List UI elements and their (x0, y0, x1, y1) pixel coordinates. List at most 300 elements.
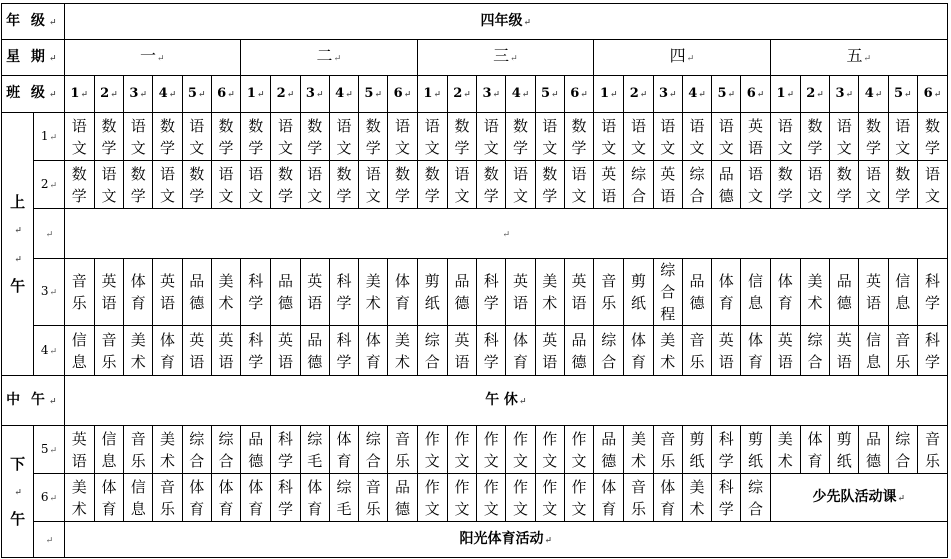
subject-text: 体 育 (307, 477, 323, 518)
subject-cell (859, 426, 888, 474)
subject-text: 信 息 (895, 272, 911, 312)
class-label: 班 级↵ (2, 76, 65, 113)
subject-cell (211, 474, 240, 522)
subject-text: 语 文 (307, 164, 323, 205)
subject-text: 品 德 (601, 429, 617, 470)
subject-text: 英 语 (189, 330, 205, 371)
subject-cell (271, 161, 300, 209)
subject-cell (741, 474, 770, 522)
period-row-6 (2, 474, 948, 522)
subject-cell (477, 113, 506, 161)
subject-text: 数 学 (189, 164, 205, 205)
subject-text: 综 合 程 (660, 261, 676, 323)
subject-cell (94, 474, 123, 522)
subject-cell (917, 426, 947, 474)
subject-text: 语 文 (924, 164, 940, 205)
subject-cell (594, 326, 624, 376)
subject-cell (64, 474, 94, 522)
subject-cell (329, 161, 358, 209)
subject-cell (388, 259, 417, 326)
noon-label: 中 午↵ (2, 376, 65, 426)
subject-cell (388, 426, 417, 474)
subject-cell (124, 161, 153, 209)
class-number: 5↵ (535, 76, 564, 113)
subject-cell (770, 259, 800, 326)
subject-cell (653, 259, 682, 326)
subject-cell (800, 259, 829, 326)
subject-cell (741, 161, 770, 209)
subject-text: 语 文 (189, 116, 205, 157)
subject-cell (682, 259, 711, 326)
subject-text: 品 德 (189, 272, 205, 312)
subject-text: 信 息 (747, 272, 763, 312)
subject-cell (417, 326, 447, 376)
subject-cell (770, 113, 800, 161)
subject-text: 音 乐 (895, 330, 911, 371)
subject-text: 美 术 (218, 272, 234, 312)
subject-text: 语 文 (277, 116, 293, 157)
day-header: 二↵ (241, 40, 418, 76)
subject-cell (624, 113, 653, 161)
subject-cell (859, 161, 888, 209)
subject-cell (447, 426, 476, 474)
subject-cell (888, 113, 917, 161)
subject-cell (535, 161, 564, 209)
subject-cell (506, 113, 535, 161)
period-row-1 (2, 113, 948, 161)
subject-cell (830, 259, 859, 326)
subject-cell (64, 113, 94, 161)
subject-text: 体 育 (218, 477, 234, 518)
subject-text: 科 学 (718, 477, 734, 518)
subject-text: 科 学 (336, 330, 352, 371)
subject-text: 信 息 (130, 477, 146, 518)
week-row (2, 40, 948, 76)
subject-text: 品 德 (277, 272, 293, 312)
subject-cell (682, 426, 711, 474)
subject-cell (211, 113, 240, 161)
subject-text: 语 文 (248, 164, 264, 205)
subject-text: 科 学 (248, 330, 264, 371)
subject-cell (770, 426, 800, 474)
subject-cell (535, 259, 564, 326)
subject-text: 美 术 (689, 477, 705, 518)
class-number: 2↵ (447, 76, 476, 113)
subject-text: 科 学 (277, 477, 293, 518)
subject-cell (712, 474, 741, 522)
subject-cell (94, 326, 123, 376)
subject-text: 语 文 (777, 116, 793, 157)
subject-text: 作 文 (512, 477, 528, 518)
subject-text: 作 文 (542, 477, 558, 518)
subject-text: 综 合 (689, 164, 705, 205)
subject-cell (477, 326, 506, 376)
subject-text: 英 语 (307, 272, 323, 312)
class-number: 6↵ (741, 76, 770, 113)
subject-text: 语 文 (689, 116, 705, 157)
subject-text: 英 语 (71, 429, 87, 470)
subject-cell (594, 113, 624, 161)
subject-cell (388, 326, 417, 376)
subject-text: 综 合 (189, 429, 205, 470)
subject-text: 体 育 (248, 477, 264, 518)
subject-cell (506, 259, 535, 326)
period-row-2 (2, 161, 948, 209)
subject-cell (594, 474, 624, 522)
subject-text: 语 文 (542, 116, 558, 157)
subject-text: 信 息 (866, 330, 882, 371)
subject-cell (241, 426, 271, 474)
subject-text: 音 乐 (601, 272, 617, 312)
subject-cell (535, 474, 564, 522)
subject-text: 美 术 (71, 477, 87, 518)
subject-text: 美 术 (777, 429, 793, 470)
subject-cell (917, 113, 947, 161)
subject-cell (300, 259, 329, 326)
subject-text: 英 语 (512, 272, 528, 312)
subject-cell (64, 326, 94, 376)
subject-text: 数 学 (807, 116, 823, 157)
subject-cell (182, 259, 211, 326)
subject-text: 英 语 (454, 330, 470, 371)
subject-cell (271, 326, 300, 376)
subject-text: 作 文 (483, 429, 499, 470)
subject-cell (329, 259, 358, 326)
subject-cell (182, 161, 211, 209)
subject-cell (477, 259, 506, 326)
subject-cell (888, 326, 917, 376)
subject-text: 数 学 (336, 164, 352, 205)
subject-cell (682, 161, 711, 209)
subject-text: 科 学 (336, 272, 352, 312)
subject-text: 体 育 (777, 272, 793, 312)
subject-cell (564, 474, 593, 522)
subject-cell (770, 326, 800, 376)
subject-cell (712, 161, 741, 209)
subject-cell (447, 113, 476, 161)
subject-cell (741, 259, 770, 326)
subject-text: 英 语 (601, 164, 617, 205)
subject-text: 语 文 (660, 116, 676, 157)
subject-cell (359, 161, 388, 209)
subject-text: 语 文 (601, 116, 617, 157)
subject-cell (624, 426, 653, 474)
subject-text: 体 育 (807, 429, 823, 470)
subject-cell (624, 474, 653, 522)
subject-text: 体 育 (159, 330, 175, 371)
subject-text: 综 合 (424, 330, 440, 371)
class-number: 2↵ (624, 76, 653, 113)
subject-text: 数 学 (777, 164, 793, 205)
subject-cell (124, 474, 153, 522)
subject-text: 数 学 (130, 164, 146, 205)
subject-cell (182, 326, 211, 376)
subject-cell (300, 161, 329, 209)
subject-cell (712, 113, 741, 161)
class-number: 3↵ (300, 76, 329, 113)
subject-text: 品 德 (307, 330, 323, 371)
subject-text: 语 文 (866, 164, 882, 205)
subject-text: 体 育 (189, 477, 205, 518)
subject-cell (830, 426, 859, 474)
subject-cell (624, 326, 653, 376)
subject-cell (535, 326, 564, 376)
subject-text: 音 乐 (660, 429, 676, 470)
subject-text: 音 乐 (130, 429, 146, 470)
subject-cell (300, 326, 329, 376)
subject-cell (359, 113, 388, 161)
class-number: 2↵ (271, 76, 300, 113)
subject-text: 英 语 (836, 330, 852, 371)
class-number: 6↵ (388, 76, 417, 113)
subject-text: 科 学 (277, 429, 293, 470)
subject-cell (388, 113, 417, 161)
subject-cell (271, 113, 300, 161)
class-number: 1↵ (594, 76, 624, 113)
subject-cell (241, 326, 271, 376)
subject-text: 剪 纸 (689, 429, 705, 470)
subject-text: 科 学 (483, 272, 499, 312)
subject-text: 语 文 (836, 116, 852, 157)
class-number: 4↵ (859, 76, 888, 113)
subject-cell (712, 426, 741, 474)
subject-text: 信 息 (101, 429, 117, 470)
subject-text: 音 乐 (71, 272, 87, 312)
subject-cell (300, 474, 329, 522)
subject-cell (800, 161, 829, 209)
subject-text: 数 学 (159, 116, 175, 157)
subject-cell (653, 161, 682, 209)
subject-text: 综 毛 (307, 429, 323, 470)
subject-cell (211, 326, 240, 376)
subject-cell (859, 259, 888, 326)
subject-cell (917, 326, 947, 376)
class-number: 3↵ (124, 76, 153, 113)
timetable (1, 3, 948, 558)
subject-cell (182, 113, 211, 161)
subject-cell (653, 426, 682, 474)
subject-text: 美 术 (542, 272, 558, 312)
class-number: 5↵ (888, 76, 917, 113)
subject-text: 品 德 (718, 164, 734, 205)
subject-text: 品 德 (689, 272, 705, 312)
subject-cell (506, 326, 535, 376)
subject-text: 体 育 (394, 272, 410, 312)
class-number: 4↵ (506, 76, 535, 113)
subject-text: 体 育 (747, 330, 763, 371)
subject-text: 综 合 (218, 429, 234, 470)
subject-cell (888, 161, 917, 209)
subject-text: 作 文 (512, 429, 528, 470)
class-number: 6↵ (917, 76, 947, 113)
class-number: 4↵ (329, 76, 358, 113)
subject-cell (800, 326, 829, 376)
subject-cell (153, 113, 182, 161)
subject-text: 体 育 (101, 477, 117, 518)
subject-text: 语 文 (895, 116, 911, 157)
sunshine-period-cell: ↵ (34, 522, 64, 558)
subject-cell (594, 161, 624, 209)
grade-label: 年 级↵ (2, 4, 65, 40)
subject-cell (447, 161, 476, 209)
class-row (2, 76, 948, 113)
subject-text: 美 术 (159, 429, 175, 470)
subject-text: 音 乐 (394, 429, 410, 470)
subject-text: 综 合 (895, 429, 911, 470)
subject-cell (211, 161, 240, 209)
subject-cell (653, 474, 682, 522)
subject-cell (477, 161, 506, 209)
subject-cell (830, 161, 859, 209)
subject-cell (564, 426, 593, 474)
subject-text: 音 乐 (101, 330, 117, 371)
subject-cell (477, 426, 506, 474)
subject-cell (859, 113, 888, 161)
subject-cell (182, 426, 211, 474)
subject-cell (329, 474, 358, 522)
subject-cell (329, 326, 358, 376)
subject-cell (153, 259, 182, 326)
subject-text: 语 文 (747, 164, 763, 205)
period-number: 5↵ (34, 426, 64, 474)
subject-cell (124, 259, 153, 326)
subject-cell (271, 474, 300, 522)
subject-cell (682, 474, 711, 522)
subject-text: 音 乐 (365, 477, 381, 518)
subject-cell (124, 113, 153, 161)
subject-text: 作 文 (454, 477, 470, 518)
subject-cell (830, 326, 859, 376)
period-number: 3↵ (34, 259, 64, 326)
class-number: 4↵ (682, 76, 711, 113)
subject-text: 综 合 (807, 330, 823, 371)
class-number: 1↵ (770, 76, 800, 113)
class-number: 5↵ (359, 76, 388, 113)
subject-text: 数 学 (836, 164, 852, 205)
period-number: 4↵ (34, 326, 64, 376)
subject-text: 语 文 (630, 116, 646, 157)
period-row-3 (2, 259, 948, 326)
subject-cell (859, 326, 888, 376)
subject-cell (564, 161, 593, 209)
subject-text: 数 学 (866, 116, 882, 157)
break-span: ↵ (64, 209, 947, 259)
period-row-4 (2, 326, 948, 376)
subject-text: 英 语 (718, 330, 734, 371)
morning-label: 上 ↵ ↵ 午 (2, 113, 34, 376)
subject-cell (153, 426, 182, 474)
subject-cell (535, 426, 564, 474)
subject-cell (329, 426, 358, 474)
subject-cell (94, 113, 123, 161)
subject-text: 语 文 (394, 116, 410, 157)
subject-cell (594, 259, 624, 326)
subject-text: 美 术 (630, 429, 646, 470)
subject-text: 英 语 (159, 272, 175, 312)
subject-text: 英 语 (866, 272, 882, 312)
subject-text: 剪 纸 (630, 272, 646, 312)
subject-text: 科 学 (924, 272, 940, 312)
subject-cell (153, 161, 182, 209)
subject-text: 数 学 (218, 116, 234, 157)
subject-text: 作 文 (454, 429, 470, 470)
subject-cell (506, 161, 535, 209)
day-header: 五↵ (770, 40, 947, 76)
subject-text: 综 合 (365, 429, 381, 470)
subject-cell (94, 259, 123, 326)
class-number: 1↵ (417, 76, 447, 113)
subject-text: 英 语 (542, 330, 558, 371)
subject-text: 数 学 (924, 116, 940, 157)
subject-cell (417, 426, 447, 474)
subject-cell (564, 113, 593, 161)
class-number: 1↵ (241, 76, 271, 113)
subject-text: 语 文 (454, 164, 470, 205)
subject-text: 综 合 (630, 164, 646, 205)
subject-text: 体 育 (365, 330, 381, 371)
class-number: 5↵ (712, 76, 741, 113)
subject-cell (800, 113, 829, 161)
subject-text: 数 学 (277, 164, 293, 205)
subject-text: 语 文 (218, 164, 234, 205)
week-label: 星 期↵ (2, 40, 65, 76)
subject-text: 语 文 (101, 164, 117, 205)
subject-cell (329, 113, 358, 161)
subject-cell (211, 259, 240, 326)
class-number: 1↵ (64, 76, 94, 113)
subject-cell (388, 474, 417, 522)
subject-cell (388, 161, 417, 209)
period-row-5 (2, 426, 948, 474)
subject-cell (888, 426, 917, 474)
subject-text: 语 文 (807, 164, 823, 205)
grade-row (2, 4, 948, 40)
noon-row (2, 376, 948, 426)
subject-cell (447, 474, 476, 522)
subject-cell (653, 113, 682, 161)
subject-cell (800, 426, 829, 474)
class-number: 2↵ (800, 76, 829, 113)
class-number: 2↵ (94, 76, 123, 113)
subject-cell (64, 259, 94, 326)
subject-cell (830, 113, 859, 161)
subject-text: 作 文 (542, 429, 558, 470)
subject-cell (447, 326, 476, 376)
subject-text: 体 育 (336, 429, 352, 470)
subject-text: 信 息 (71, 330, 87, 371)
class-number: 3↵ (830, 76, 859, 113)
subject-text: 数 学 (71, 164, 87, 205)
subject-cell (506, 426, 535, 474)
subject-cell (624, 161, 653, 209)
subject-text: 体 育 (512, 330, 528, 371)
subject-text: 体 育 (601, 477, 617, 518)
subject-text: 科 学 (924, 330, 940, 371)
subject-cell (359, 426, 388, 474)
subject-text: 数 学 (542, 164, 558, 205)
subject-text: 品 德 (836, 272, 852, 312)
subject-text: 体 育 (130, 272, 146, 312)
afternoon-label: 下 ↵ 午 (2, 426, 34, 558)
subject-cell (64, 426, 94, 474)
subject-text: 数 学 (483, 164, 499, 205)
subject-cell (271, 259, 300, 326)
subject-text: 语 文 (483, 116, 499, 157)
subject-cell (124, 426, 153, 474)
subject-text: 语 文 (424, 116, 440, 157)
class-number: 5↵ (182, 76, 211, 113)
subject-text: 英 语 (571, 272, 587, 312)
